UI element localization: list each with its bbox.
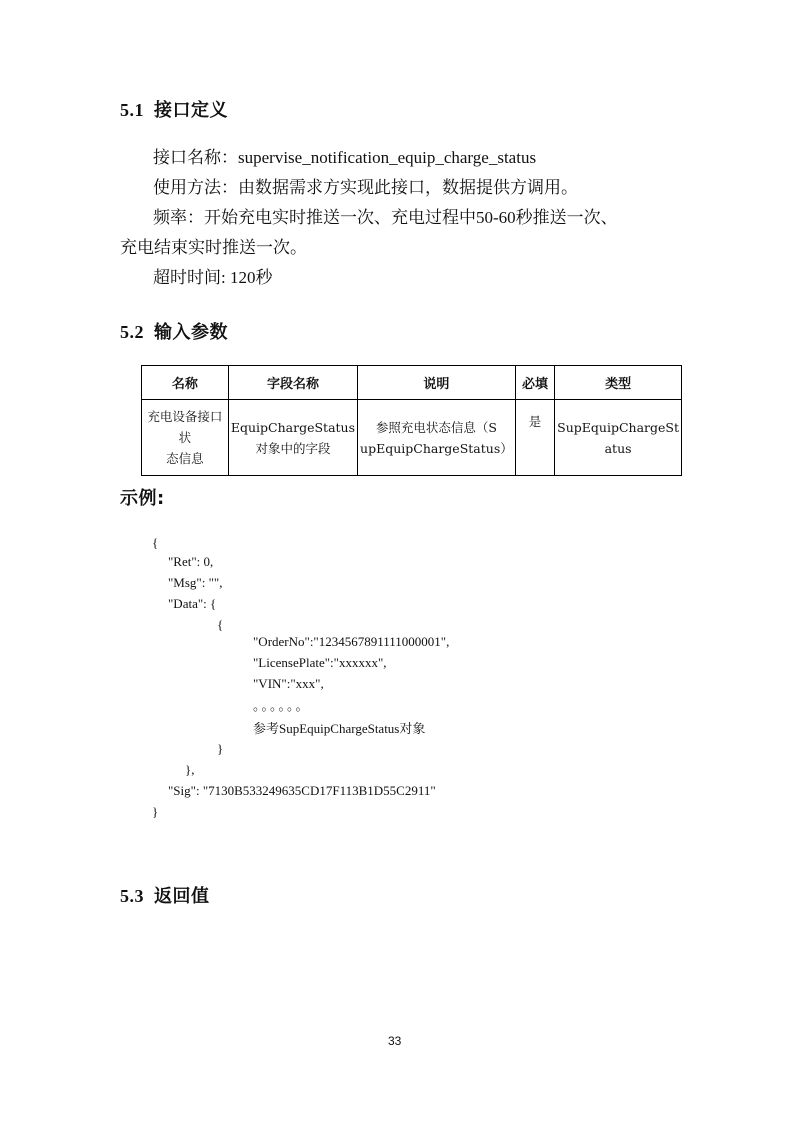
cell-name [142, 400, 229, 476]
cell-type-line2: atus [604, 440, 632, 456]
code-line: { [152, 535, 159, 550]
code-line: "VIN":"xxx", [253, 676, 324, 691]
section-title: 输入参数 [154, 322, 228, 343]
header-description: 说明 [358, 366, 516, 400]
cell-name-line2: 态信息 [166, 451, 204, 466]
table-header-row [142, 366, 682, 400]
section-number: 5.1 [120, 100, 144, 120]
cell-name-line1: 充电设备接口状 [147, 409, 223, 445]
code-line: } [152, 804, 159, 819]
cell-type [555, 400, 682, 476]
section-title: 返回值 [154, 886, 210, 907]
interface-name-line: 接口名称：supervise_notification_equip_charge_status [153, 148, 537, 167]
section-heading-5-3 [120, 882, 210, 908]
cell-required: 是 [515, 400, 554, 476]
cell-desc-line1: 参照充电状态信息（S [375, 419, 497, 435]
code-line: 参考SupEquipChargeStatus对象 [253, 721, 426, 736]
cell-field-line1: EquipChargeStatus [230, 419, 356, 435]
section-title: 接口定义 [154, 100, 228, 121]
section-heading-5-2 [120, 318, 228, 344]
example-label: 示例: [120, 488, 165, 509]
input-params-table [141, 365, 682, 476]
cell-description [358, 400, 516, 476]
header-type: 类型 [555, 366, 682, 400]
code-line: }, [185, 762, 195, 777]
cell-desc-line2: upEquipChargeStatus） [360, 440, 513, 456]
usage-line: 使用方法：由数据需求方实现此接口，数据提供方调用。 [153, 178, 578, 197]
cell-type-line1: SupEquipChargeSt [557, 419, 679, 435]
header-required: 必填 [515, 366, 554, 400]
page-number: 33 [388, 1034, 402, 1048]
frequency-line: 频率：开始充电实时推送一次、充电过程中50-60秒推送一次、 [153, 208, 618, 227]
code-line: "OrderNo":"1234567891111000001", [253, 634, 450, 649]
cell-field-name [228, 400, 357, 476]
code-line: { [217, 617, 224, 632]
code-line: "Msg": "", [168, 575, 223, 590]
code-line: } [217, 741, 224, 756]
code-line: "Ret": 0, [168, 554, 214, 569]
section-number: 5.3 [120, 886, 144, 906]
code-line: 。。。。。。 [253, 698, 311, 713]
section-number: 5.2 [120, 322, 144, 342]
code-line: "Sig": "7130B533249635CD17F113B1D55C2911" [168, 783, 436, 798]
timeout-line: 超时时间: 120秒 [153, 268, 273, 287]
section-heading-5-1 [120, 96, 228, 122]
cell-field-line2: 对象中的字段 [255, 440, 331, 456]
code-line: "LicensePlate":"xxxxxx", [253, 655, 387, 670]
header-field-name: 字段名称 [228, 366, 357, 400]
code-line: "Data": { [168, 596, 217, 611]
header-name: 名称 [142, 366, 229, 400]
table-row [142, 400, 682, 476]
frequency-line-continued: 充电结束实时推送一次。 [120, 238, 307, 257]
